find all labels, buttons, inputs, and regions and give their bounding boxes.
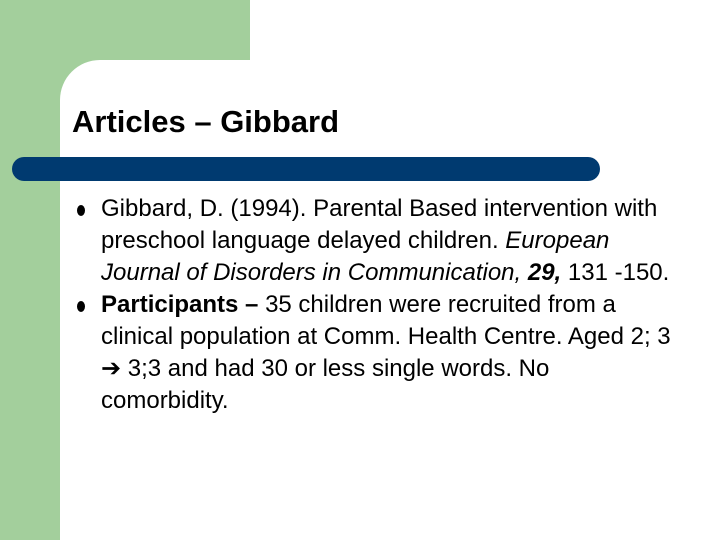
slide-title: Articles – Gibbard [72, 104, 340, 139]
citation-pages: 131 -150. [561, 259, 670, 286]
bullet-list [72, 193, 672, 417]
citation-author-date: Gibbard, D. (1994). [101, 195, 314, 222]
citation-article-title: Parental Based intervention with preschool language delayed children. [101, 195, 658, 254]
citation-volume: 29, [527, 259, 562, 286]
participants-text-b: 3;3 and had 30 or less single words. No comorbidity. [101, 355, 550, 414]
participants-label: Participants – [101, 291, 266, 318]
bullet-dot-icon [77, 205, 85, 216]
bullet-dot-icon [77, 301, 85, 312]
participants-text-a: 35 children were recruited from a clinical population at Comm. Health Centre. Aged 2; 3 [101, 291, 671, 350]
right-arrow-icon: ➔ [101, 355, 122, 382]
bullet-item-participants [72, 289, 672, 417]
citation-journal: European Journal of Disorders in Communication, [101, 227, 610, 286]
title-underline-bar [12, 157, 600, 181]
bullet-item-citation [72, 193, 672, 289]
